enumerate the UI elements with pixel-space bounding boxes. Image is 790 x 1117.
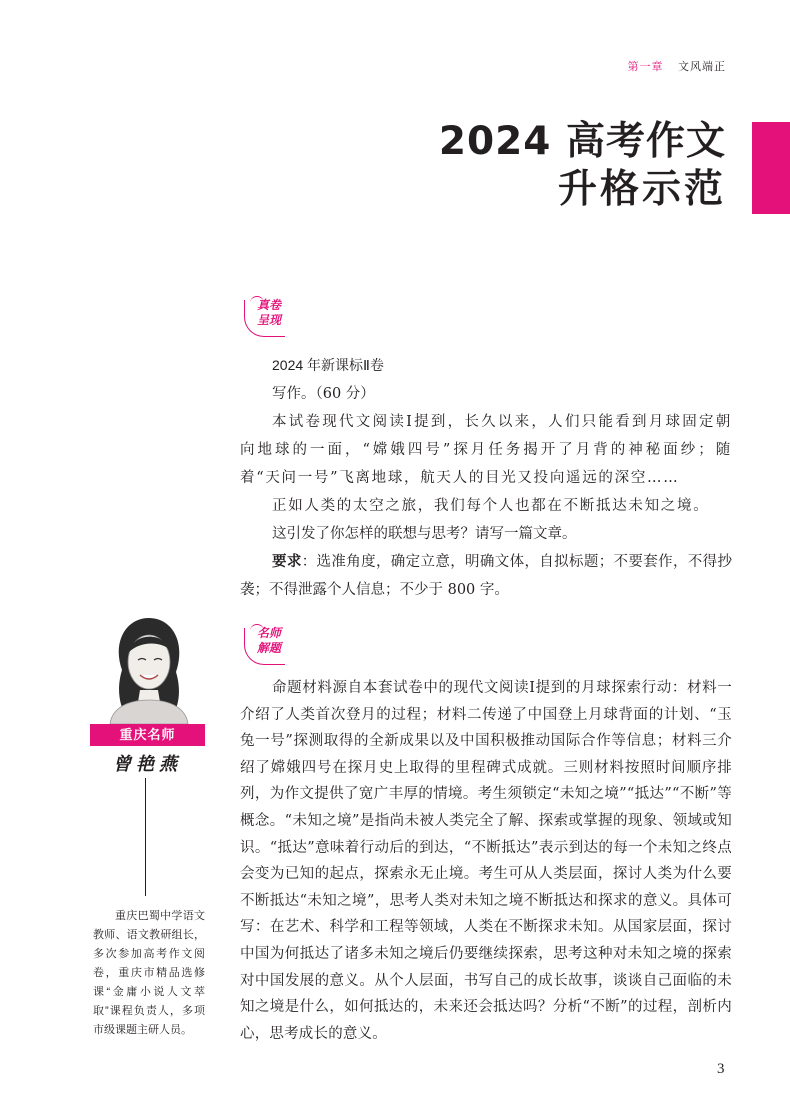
- exam-material-1: 本试卷现代文阅读Ⅰ提到，长久以来，人们只能看到月球固定朝向地球的一面，“嫦娥四号”探月任务揭开了月背的神秘面纱；随着“天问一号”飞离地球，航天人的目光又投向遥远的深空……: [240, 414, 732, 486]
- exam-prompt: 这引发了你怎样的联想与思考？请写一篇文章。: [272, 526, 577, 542]
- requirement-text: ：选准角度，确定立意，明确文体，自拟标题；不要套作，不得抄袭；不得泄露个人信息；不少于 800 字。: [240, 554, 733, 598]
- chapter-name: 文风端正: [678, 60, 726, 73]
- badge-line-1: 名师: [256, 626, 281, 640]
- exam-task: 写作。（60 分）: [272, 386, 375, 402]
- title-line-2: 升格示范: [557, 167, 726, 212]
- exam-section: [240, 350, 732, 604]
- page-title: [439, 118, 726, 214]
- running-header: [628, 58, 727, 74]
- teacher-signature: 曾艳燕: [113, 754, 182, 775]
- teacher-bio: 重庆巴蜀中学语文教师、语文教研组长，多次参加高考作文阅卷，重庆市精品选修课“金庸小说人文萃取”课程负责人，多项市级课题主研人员。: [93, 910, 205, 1036]
- exam-requirement: [240, 548, 732, 604]
- teacher-role-label: 重庆名师: [90, 724, 205, 746]
- badge-line-2: 解题: [256, 641, 281, 655]
- badge-line-2: 呈现: [256, 313, 281, 327]
- title-accent-bar: [752, 122, 790, 214]
- requirement-label: 要求: [272, 554, 302, 570]
- page-number: 3: [717, 1061, 725, 1077]
- teacher-portrait: [102, 612, 196, 724]
- badge-line-1: 真卷: [256, 298, 281, 312]
- analysis-badge: [242, 624, 292, 672]
- divider-line: [145, 778, 146, 896]
- exam-badge: [242, 296, 292, 344]
- title-line-1: 2024 高考作文: [438, 119, 726, 164]
- exam-material-2: 正如人类的太空之旅，我们每个人也都在不断抵达未知之境。: [272, 498, 710, 514]
- chapter-label: 第一章: [627, 60, 664, 73]
- exam-source: 2024 年新课标Ⅱ卷: [272, 357, 384, 373]
- analysis-paragraph: 命题材料源自本套试卷中的现代文阅读Ⅰ提到的月球探索行动：材料一介绍了人类首次登月的过程；材料二传递了中国登上月球背面的计划、“玉兔一号”探测取得的全新成果以及中国积极推动国际合作等信息；材料三介绍了嫦娥四号在探月史上取得的里程碑式成就。三则材料按照时间顺序排列，为作文提供了宽广丰厚的情境。考生须锁定“未知之境”“抵达”“不断”等概念。“未知之境”是指尚未被人类完全了解、探索或掌握的现象、领域或知识。“抵达”意味着行动后的到达，“不断抵达”表示到达的每一个未知之终点会变为已知的起点，探索永无止境。考生可从人类层面，探讨人类为什么要不断抵达“未知之境”，思考人类对未知之境不断抵达和探求的意义。具体可写：在艺术、科学和工程等领域，人类在不断探求未知。从国家层面，探讨中国为何抵达了诸多未知之境后仍要继续探索，思考这种对未知之境的探索对中国发展的意义。从个人层面，书写自己的成长故事，谈谈自己面临的未知之境是什么，如何抵达的，未来还会抵达吗？分析“不断”的过程，剖析内心，思考成长的意义。: [240, 680, 732, 1042]
- analysis-section: [240, 675, 732, 1047]
